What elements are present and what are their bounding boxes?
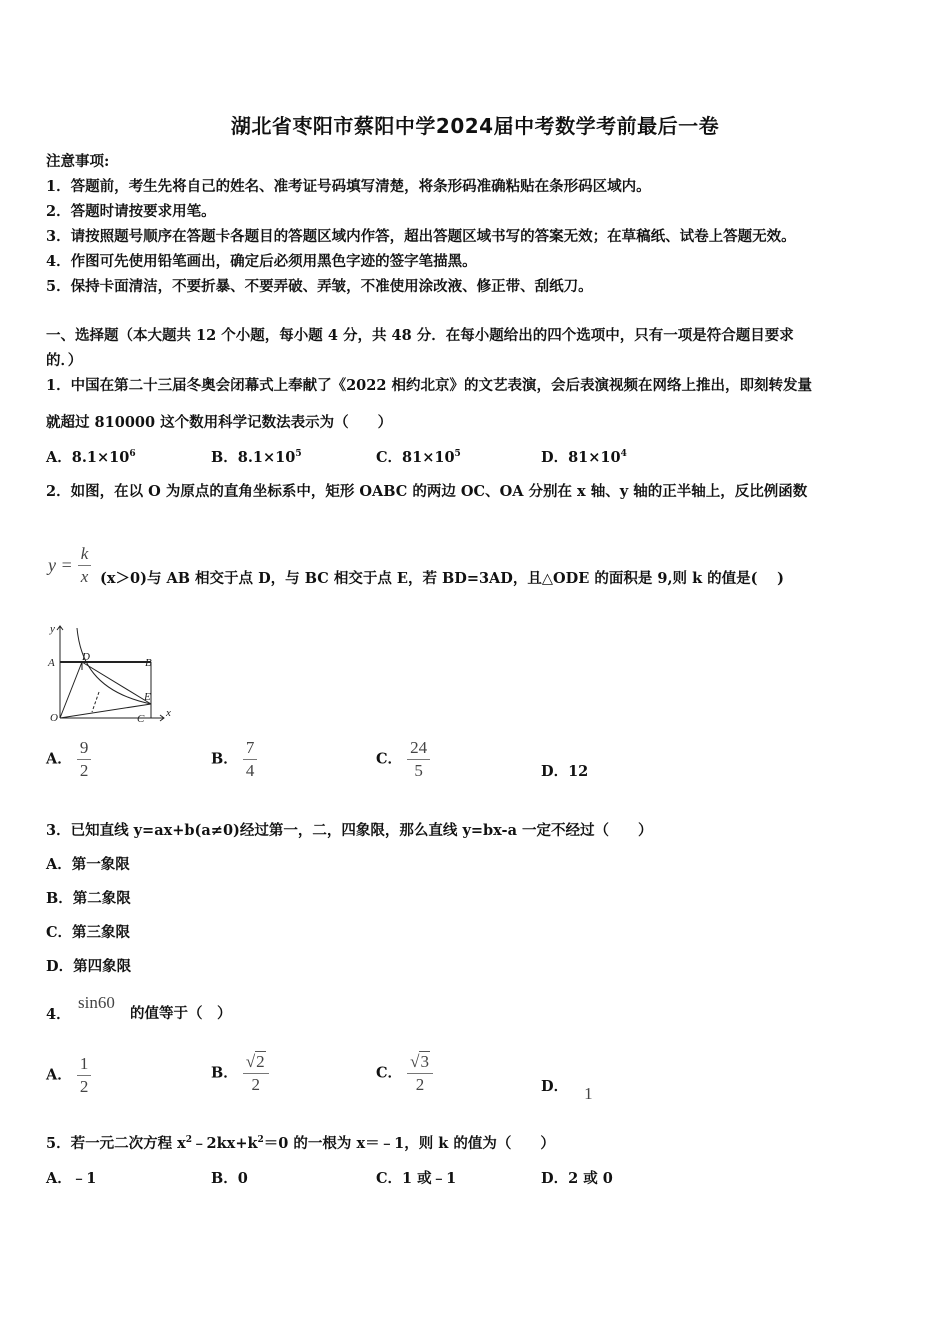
segment-od [60, 662, 82, 718]
note-item: 4．作图可先使用铅笔画出，确定后必须用黑色字迹的签字笔描黑。 [46, 253, 477, 270]
q5-option-c: C．1 或﹣1 [376, 1170, 457, 1187]
q3-option-b: B．第二象限 [46, 890, 131, 907]
q2-stem: 2．如图，在以 O 为原点的直角坐标系中，矩形 OABC 的两边 OC、OA 分别在 x 轴、y 轴的正半轴上，反比例函数 [46, 483, 808, 500]
q4-option-b: B． $\frac{√2}{2}$ [211, 1052, 269, 1095]
note-item: 2．答题时请按要求用笔。 [46, 203, 216, 220]
q2-option-b: B． $\frac{7}{4}$ [211, 738, 257, 781]
q3-option-d: D．第四象限 [46, 958, 132, 975]
section-heading: 一、选择题（本大题共 12 个小题，每小题 4 分，共 48 分．在每小题给出的四个选项中，只有一项是符合题目要求 [46, 327, 794, 344]
q4-stem: 的值等于（ ） [130, 1005, 232, 1022]
q2-option-a: A． $\frac{9}{2}$ [46, 738, 91, 781]
label-a: A [48, 657, 55, 669]
label-b: B [145, 657, 152, 669]
q3-option-a: A．第一象限 [46, 856, 130, 873]
label-e: E [144, 691, 151, 703]
q5-stem: 5．若一元二次方程 $x^2﹣2kx+k^2=0$ 的一根为 x＝﹣1，则 k 的值为（ ） [46, 1135, 555, 1152]
q1-option-d: D．$81\times 10^4$ [541, 449, 627, 466]
q1-stem: 1．中国在第二十三届冬奥会闭幕式上奉献了《2022 相约北京》的文艺表演，会后表演视频在网络上推出，即刻转发量 [46, 377, 812, 394]
q3-option-c: C．第三象限 [46, 924, 131, 941]
q2-formula: y = $\frac{k}{x}$ [48, 544, 91, 587]
note-item: 5．保持卡面清洁，不要折暴、不要弄破、弄皱，不准使用涂改液、修正带、刮纸刀。 [46, 278, 593, 295]
q4-number: 4． [46, 1006, 71, 1023]
page-title: 湖北省枣阳市蔡阳中学2024届中考数学考前最后一卷 [230, 114, 720, 138]
q5-option-a: A．﹣1 [46, 1170, 97, 1187]
segment-de [82, 662, 151, 704]
q4-expression: sin60 [78, 993, 115, 1012]
q4-option-d: D． 1 [541, 1078, 593, 1103]
note-item: 3．请按照题号顺序在答题卡各题目的答题区域内作答，超出答题区域书写的答案无效；在草稿纸、试卷上答题无效。 [46, 228, 796, 245]
dashed-line [92, 692, 99, 712]
q1-stem-cont: 就超过 810000 这个数用科学记数法表示为（ ） [46, 414, 393, 431]
q4-option-a: A． $\frac{1}{2}$ [46, 1054, 91, 1097]
q1-option-a: A．$8.1\times 10^6$ [46, 449, 136, 466]
label-y: y [50, 623, 55, 635]
label-d: D [82, 651, 90, 663]
q4-option-c: C． $\frac{√3}{2}$ [376, 1052, 433, 1095]
q3-stem: 3．已知直线 y=ax+b(a≠0)经过第一，二，四象限，那么直线 y=bx-a 一定不经过（ ） [46, 822, 653, 839]
label-o: O [50, 712, 58, 724]
q2-stem-cont: (x＞0)与 AB 相交于点 D，与 BC 相交于点 E，若 BD=3AD，且△ODE 的面积是 9,则 k 的值是( ) [100, 570, 784, 587]
notes-heading: 注意事项: [46, 153, 110, 170]
sqrt-sign: √3 [410, 1052, 429, 1071]
q2-option-d: D．12 [541, 763, 589, 780]
q2-figure [44, 620, 174, 730]
q2-option-c: C． $\frac{24}{5}$ [376, 738, 430, 781]
q5-option-b: B．0 [211, 1170, 248, 1187]
q1-option-b: B．$8.1\times 10^5$ [211, 449, 302, 466]
label-c: C [137, 713, 145, 725]
q1-option-c: C．$81\times 10^5$ [376, 449, 461, 466]
section-heading-cont: 的．） [46, 352, 83, 369]
q5-option-d: D．2 或 0 [541, 1170, 613, 1187]
label-x: x [166, 707, 171, 719]
sqrt-sign: √2 [245, 1052, 265, 1071]
note-item: 1．答题前，考生先将自己的姓名、准考证号码填写清楚，将条形码准确粘贴在条形码区域内。 [46, 178, 651, 195]
